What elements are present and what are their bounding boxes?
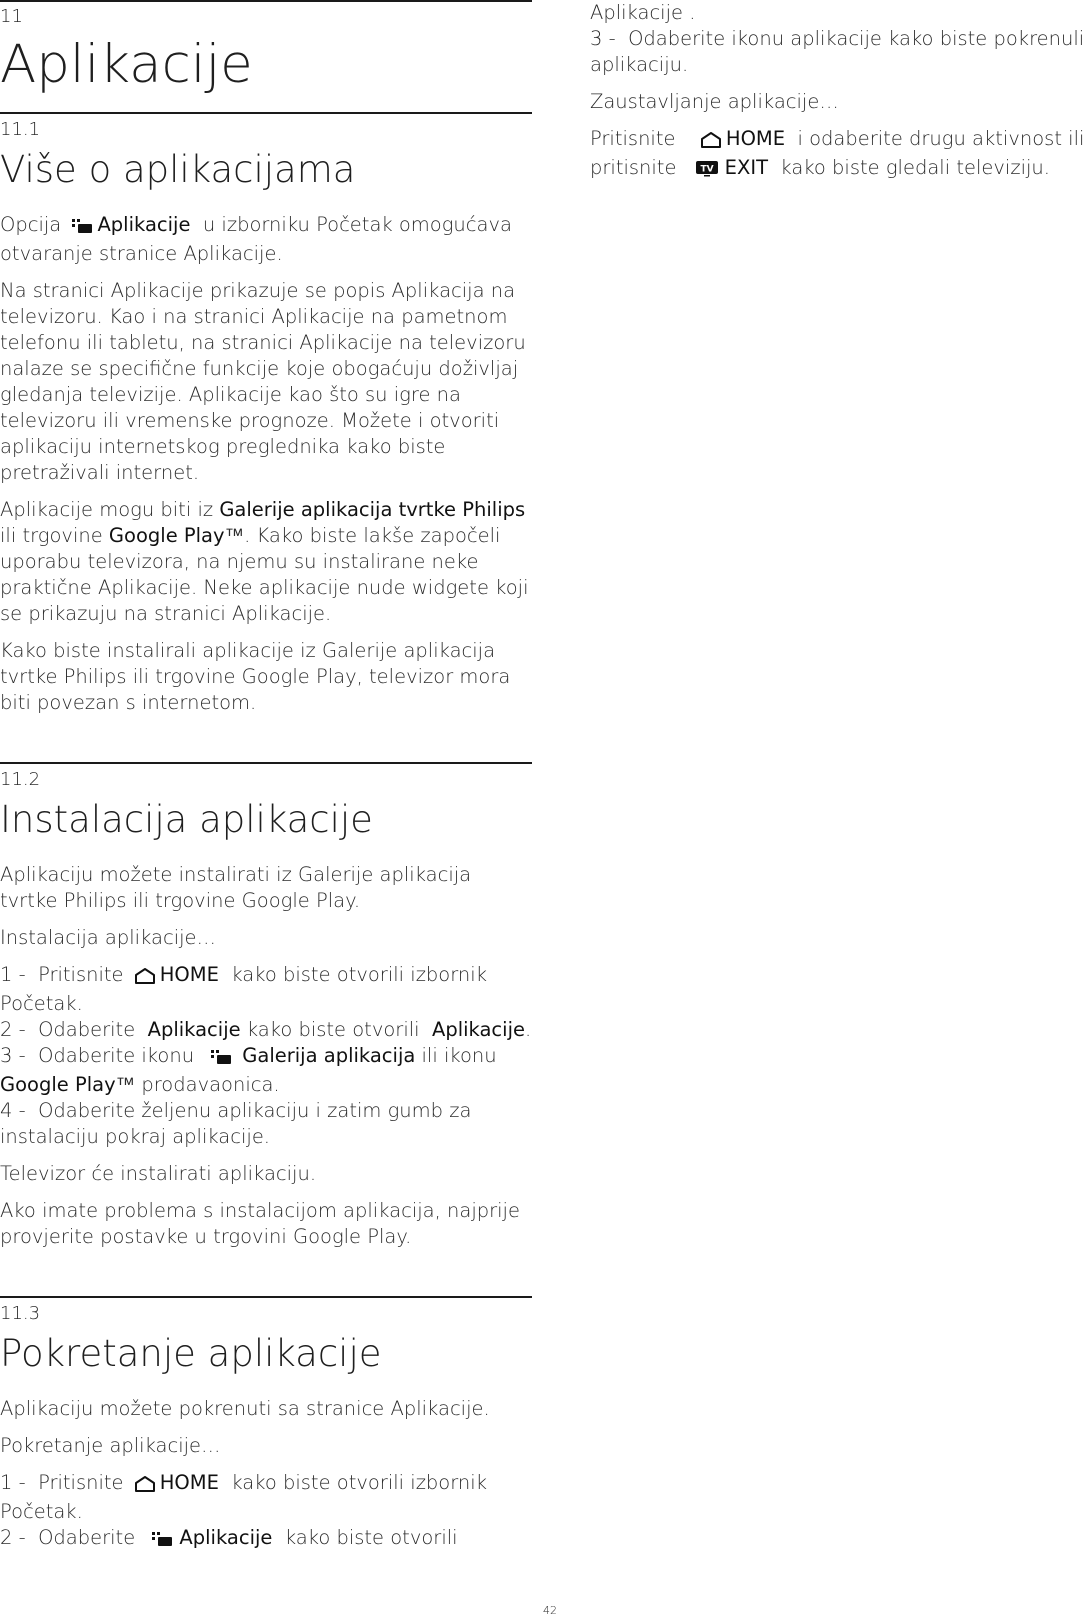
step-list: [0, 1470, 532, 1554]
apps-icon: [151, 1528, 173, 1554]
section-rule: [0, 112, 532, 114]
paragraph: Kako biste instalirali aplikacije iz Galerije aplikacija tvrtke Philips ili trgovine Google Play, televizor mora biti povezan s internetom.: [0, 639, 511, 714]
section-title: Pokretanje aplikacije: [0, 1332, 382, 1375]
paragraph: Aplikacije mogu biti iz Galerije aplikacija tvrtke Philips ili trgovine Google Play™. Kako biste lakše započeli uporabu televizora, na njemu su instalirane neke praktične Aplikacije. Neke aplikacije nude widgete koji se prikazuju na stranici Aplikacije.: [0, 498, 529, 625]
section-title: Instalacija aplikacije: [0, 798, 373, 841]
home-icon: [134, 965, 156, 991]
paragraph: Pokretanje aplikacije…: [0, 1434, 221, 1457]
apps-icon: [71, 215, 93, 241]
section-number: 11.3: [0, 1303, 41, 1324]
tv-icon: [695, 158, 719, 184]
paragraph: Pritisnite HOME i odaberite drugu aktivnost ili pritisnite TV EXIT kako biste gledali televiziju.: [590, 126, 1088, 184]
list-item: 4 - Odaberite željenu aplikaciju i zatim gumb za instalaciju pokraj aplikacije.: [0, 1099, 472, 1148]
paragraph: Zaustavljanje aplikacije…: [590, 90, 839, 113]
list-item: Aplikacije .: [590, 1, 696, 24]
section-title: Više o aplikacijama: [0, 148, 356, 191]
paragraph: Na stranici Aplikacije prikazuje se popis Aplikacija na televizoru. Kao i na stranici Aplikacije na pametnom telefonu ili tabletu, na stranici Aplikacije na televizoru nalaze se specifične funkcije koje obogaćuju doživljaj gledanja televizije. Aplikacije kao što su igre na televizoru ili vremenske prognoze. Možete i otvoriti aplikaciju internetskog preglednika kako biste pretraživali internet.: [0, 279, 526, 484]
list-item: 3 - Odaberite ikonu Galerija aplikacija ili ikonu Google Play™ prodavaonica.: [0, 1044, 497, 1096]
paragraph: Opcija Aplikacije u izborniku Početak omogućava otvaranje stranice Aplikacije.: [0, 213, 512, 265]
apps-icon: [210, 1046, 232, 1072]
section-number: 11.1: [0, 119, 41, 140]
svg-text:TV: TV: [700, 164, 714, 175]
chapter-rule: [0, 0, 532, 2]
list-item: 2 - Odaberite Aplikacije kako biste otvorili: [0, 1525, 532, 1554]
section-number: 11.2: [0, 769, 41, 790]
home-icon: [134, 1473, 156, 1499]
list-item: 1 - Pritisnite HOME kako biste otvorili izbornik Početak.: [0, 963, 487, 1015]
right-column: [590, 0, 1088, 195]
page-number: 42: [543, 1604, 557, 1617]
left-column: [0, 0, 532, 1565]
list-item: 2 - Odaberite Aplikacije kako biste otvorili Aplikacije.: [0, 1018, 532, 1041]
paragraph: Ako imate problema s instalacijom aplikacija, najprije provjerite postavke u trgovini Google Play.: [0, 1199, 520, 1248]
paragraph: Instalacija aplikacije…: [0, 926, 217, 949]
home-icon: [700, 129, 722, 155]
paragraph: Aplikaciju možete pokrenuti sa stranice Aplikacije.: [0, 1397, 490, 1420]
section-rule: [0, 1296, 532, 1298]
chapter-number: 11: [0, 6, 23, 27]
list-item: 3 - Odaberite ikonu aplikacije kako biste pokrenuli aplikaciju.: [590, 27, 1085, 76]
step-list: [590, 0, 1088, 78]
chapter-title: Aplikacije: [0, 34, 253, 95]
step-list: [0, 962, 532, 1150]
paragraph: Aplikaciju možete instalirati iz Galerije aplikacija tvrtke Philips ili trgovine Google Play.: [0, 863, 472, 912]
list-item: 1 - Pritisnite HOME kako biste otvorili izbornik Početak.: [0, 1471, 487, 1523]
section-rule: [0, 762, 532, 764]
paragraph: Televizor će instalirati aplikaciju.: [0, 1162, 317, 1185]
